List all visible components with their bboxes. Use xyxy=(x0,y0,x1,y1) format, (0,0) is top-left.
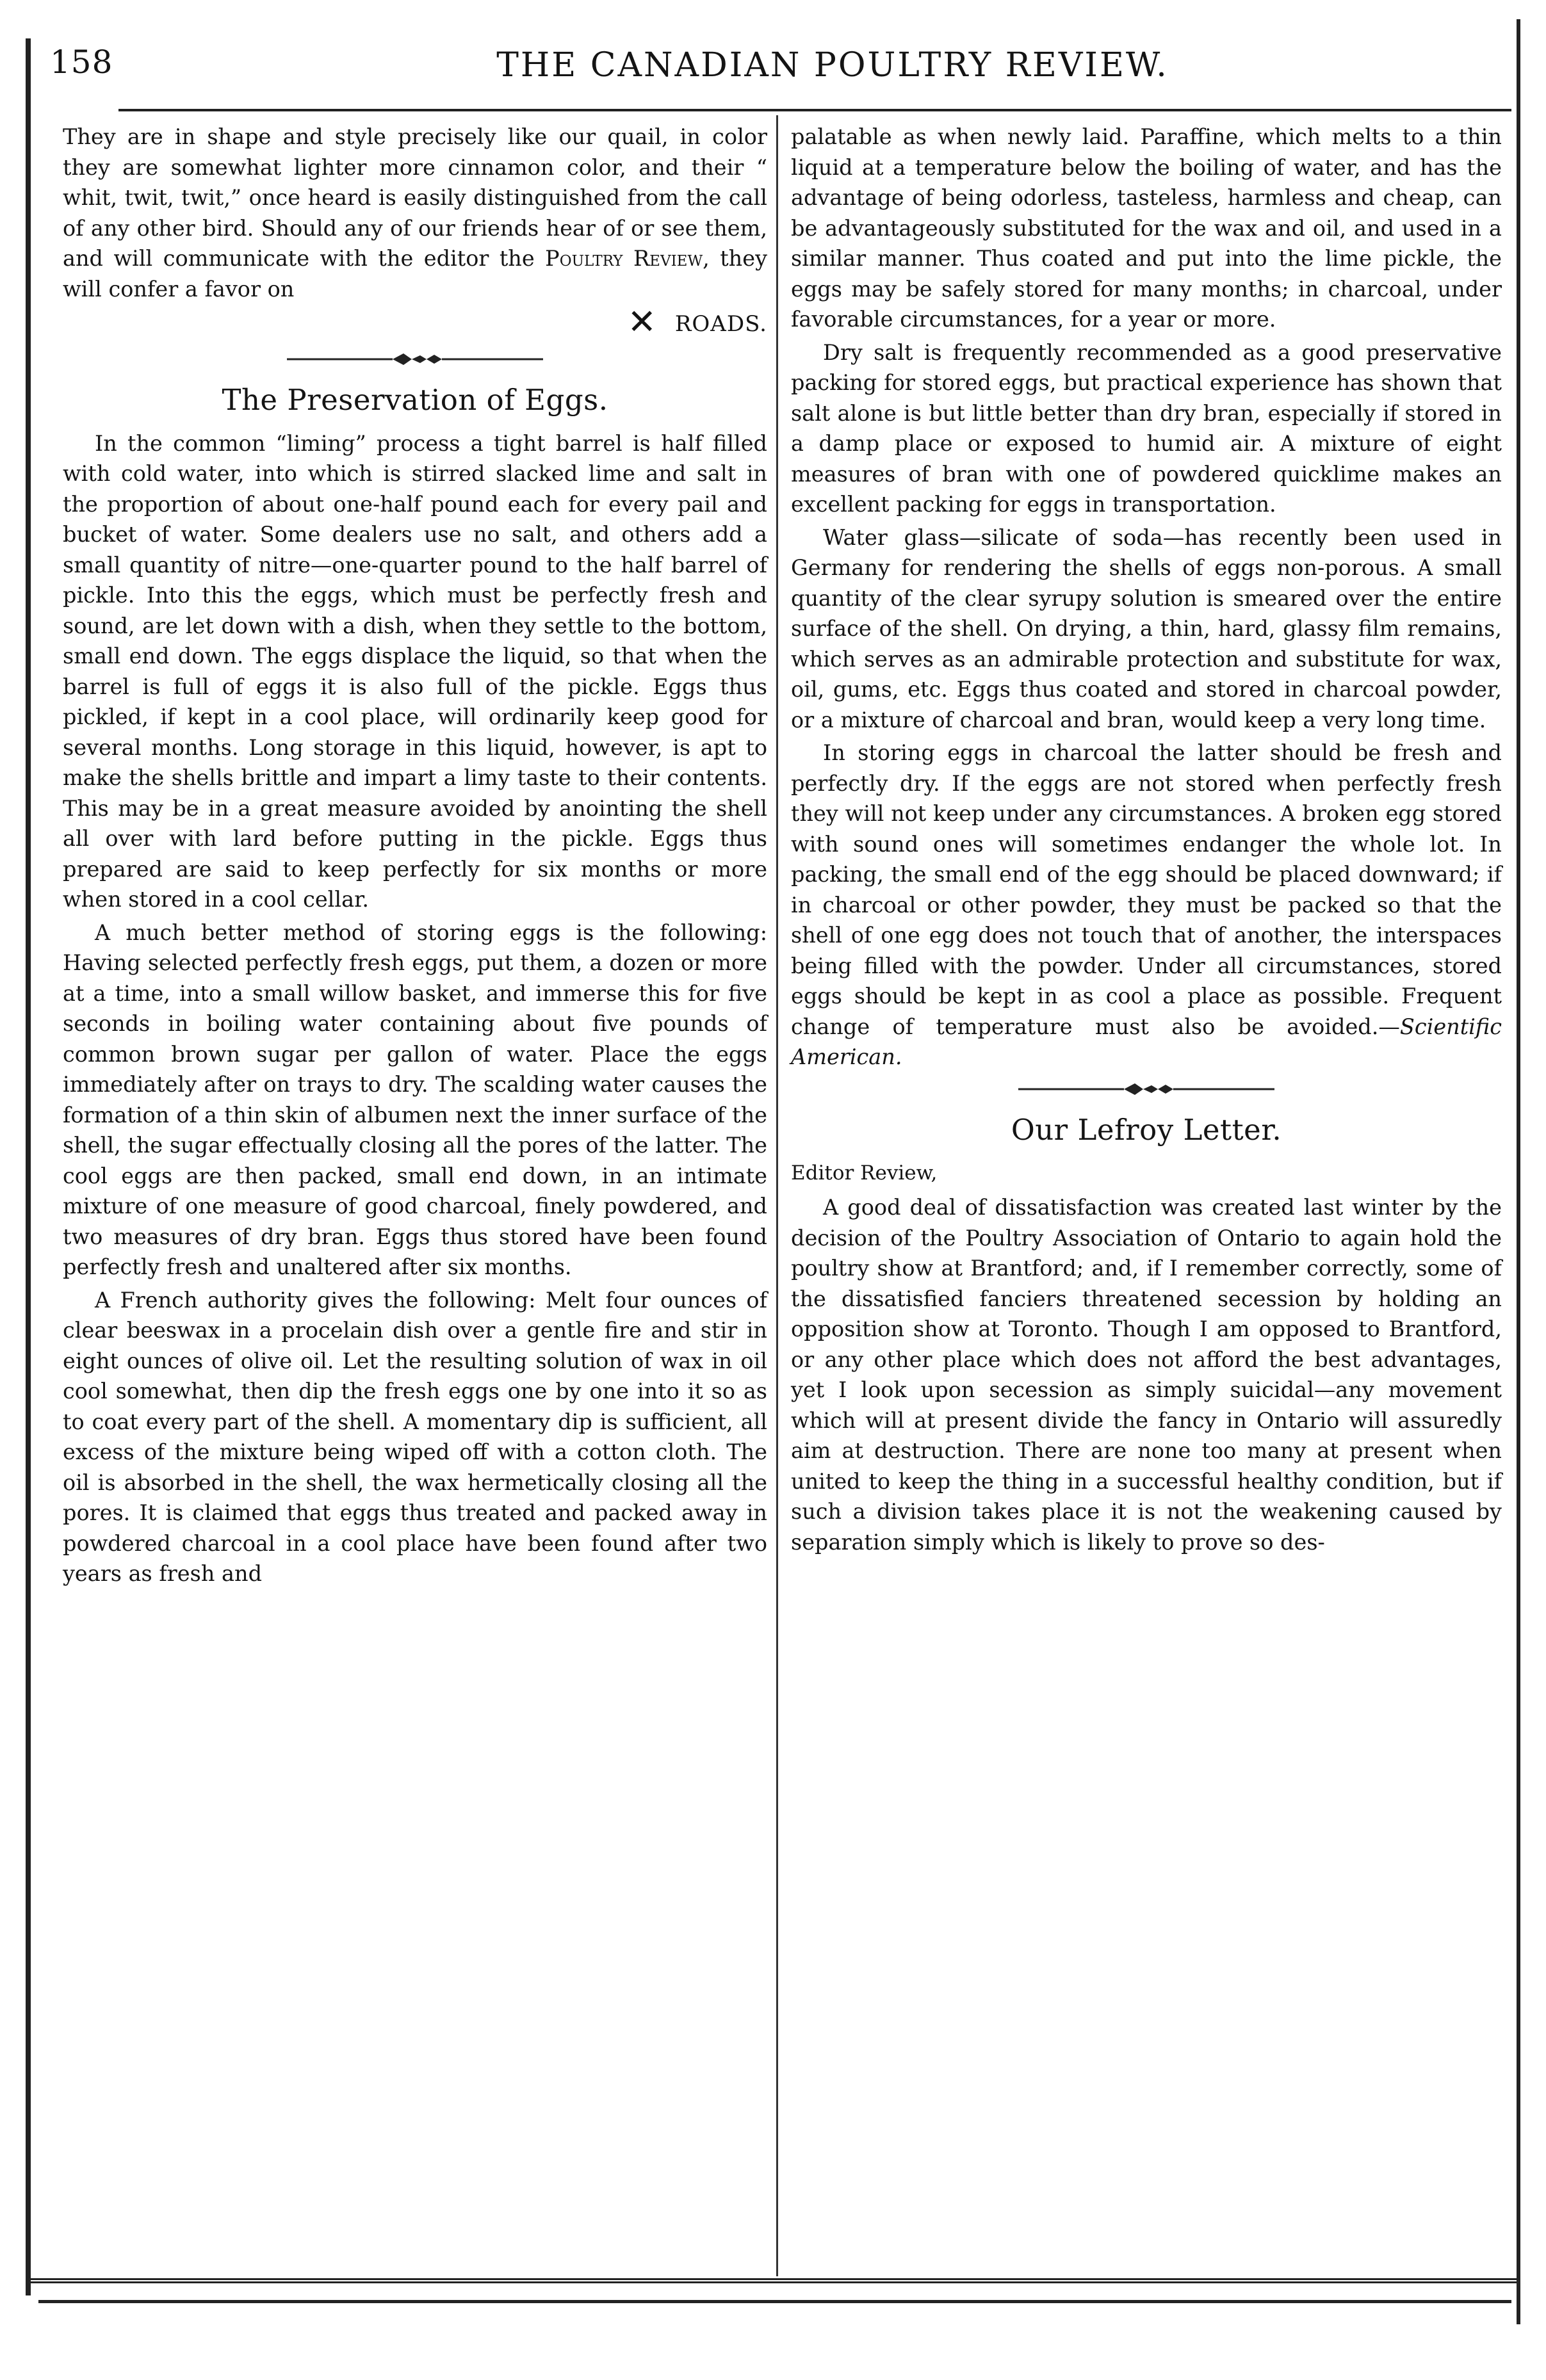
page-number: 158 xyxy=(50,44,113,81)
article-paragraph xyxy=(791,738,1502,1073)
bottom-rule xyxy=(26,2278,1518,2283)
bottom-rule-lower xyxy=(38,2300,1511,2303)
left-column xyxy=(63,122,767,1592)
article-paragraph: A much better method of storing eggs is the following: Having selected perfectly fresh eggs, put them, a dozen or more at a time, into a small willow basket, and immerse this for five seconds in boiling water containing about five pounds of common brown sugar per gallon of water. Place the eggs immediately after on trays to dry. The scalding water causes the formation of a thin skin of albumen next the inner surface of the shell, the sugar effectually closing all the pores of the latter. The cool eggs are then packed, small end down, in an intimate mixture of one measure of good charcoal, finely powdered, and two measures of dry bran. Eggs thus stored have been found perfectly fresh and unaltered after six months. xyxy=(63,919,767,1279)
column-divider xyxy=(776,115,778,2276)
running-title: THE CANADIAN POULTRY REVIEW. xyxy=(496,46,1169,85)
article-paragraph: Dry salt is frequently recommended as a good preservative packing for stored eggs, but practical experience has shown that salt alone is but little better than dry bran, especially if stored in a damp place or exposed to humid air. A mixture of eight measures of bran with one of powdered quicklime makes an excellent packing for eggs in transportation. xyxy=(791,339,1502,517)
section-ornament xyxy=(63,346,767,375)
article-paragraph: A French authority gives the following: Melt four ounces of clear beeswax in a procelain dish over a gentle fire and stir in eight ounces of olive oil. Let the resulting solution of wax in oil cool somewhat, then dip the fresh eggs one by one into it so as to coat every part of the shell. A momentary dip is sufficient, all excess of the mixture being wiped off with a cotton cloth. The oil is absorbed in the shell, the wax hermetically closing all the pores. It is claimed that eggs thus treated and packed away in powdered charcoal in a cool place have been found after two years as fresh and xyxy=(63,1287,767,1586)
right-column xyxy=(791,122,1502,1560)
signature-name: ROADS. xyxy=(674,311,767,337)
article-paragraph: palatable as when newly laid. Paraffine, which melts to a thin liquid at a temperature below the boiling of water, and has the advantage of being odorless, tasteless, harmless and cheap, can be advantageously substituted for the wax and oil, and used in a similar manner. Thus coated and put into the lime pickle, the eggs may be safely stored for many months; in charcoal, under favorable circumstances, for a year or more. xyxy=(791,124,1502,332)
signature xyxy=(63,302,767,342)
intro-text-caps: Poultry Review xyxy=(545,246,703,271)
intro-text-end: , they will confer a favor on xyxy=(63,246,767,302)
source-citation: Scientific American. xyxy=(791,1014,1502,1069)
intro-paragraph xyxy=(63,122,767,304)
article-heading: Our Lefroy Letter. xyxy=(1011,1112,1282,1147)
header-rule xyxy=(118,109,1511,111)
article-heading: The Preservation of Eggs. xyxy=(222,382,608,417)
article-paragraph: In the common “liming” process a tight barrel is half filled with cold water, into which is stirred slacked lime and salt in the proportion of about one-half pound each for every pail and bucket of water. Some dealers use no salt, and others add a small quantity of nitre—one-quarter pound to the half barrel of pickle. Into this the eggs, which must be perfectly fresh and sound, are let down with a dish, when they settle to the bottom, small end down. The eggs displace the liquid, so that when the barrel is full of eggs it is also full of the pickle. Eggs thus pickled, if kept in a cool place, will ordinarily keep good for several months. Long storage in this liquid, however, is apt to make the shells brittle and impart a limy taste to their contents. This may be in a great measure avoided by anointing the shell all over with lard before putting in the pickle. Eggs thus prepared are said to keep perfectly for six months or more when stored in a cool cellar. xyxy=(63,430,767,912)
left-border-rule xyxy=(26,38,31,2295)
cross-mark-icon: ✕ xyxy=(627,302,657,342)
ornament-rule-icon xyxy=(281,350,549,369)
salutation: Editor Review, xyxy=(791,1161,938,1185)
article-paragraph: Water glass—silicate of soda—has recently been used in Germany for rendering the shells of eggs non-porous. A small quantity of the clear syrupy solution is smeared over the entire surface of the shell. On drying, a thin, hard, glassy film remains, which serves as an admirable protection and substitute for wax, oil, gums, etc. Eggs thus coated and stored in charcoal powder, or a mixture of charcoal and bran, would keep a very long time. xyxy=(791,524,1502,733)
section-ornament xyxy=(791,1076,1502,1105)
final-paragraph-text: In storing eggs in charcoal the latter should be fresh and perfectly dry. If the eggs are not stored when perfectly fresh they will not keep under any circumstances. A broken egg stored with sound ones will sometimes endanger the whole lot. In packing, the small end of the egg should be placed downward; if in charcoal or other powder, they must be packed so that the shell of one egg does not touch that of another, the interspaces being filled with the powder. Under all circumstances, stored eggs should be kept in as cool a place as possible. Frequent change of temperature must also be avoided.— xyxy=(791,740,1502,1039)
intro-text: They are in shape and style precisely like our quail, in color they are somewhat lighter more cinnamon color, and their “ whit, twit, twit,” once heard is easily distinguished from the call of any other bird. Should any of our friends hear of or see them, and will communicate with the editor the xyxy=(63,124,767,271)
ornament-rule-icon xyxy=(1012,1080,1281,1099)
letter-paragraph: A good deal of dissatisfaction was created last winter by the decision of the Poultry Association of Ontario to again hold the poultry show at Brantford; and, if I remember correctly, some of the dissatisfied fanciers threatened secession by holding an opposition show at Toronto. Though I am opposed to Brantford, or any other place which does not afford the best advantages, yet I look upon secession as simply suicidal—any movement which will at present divide the fancy in Ontario will assuredly aim at destruction. There are none too many at present when united to keep the thing in a successful healthy condition, but if such a division takes place it is not the weakening caused by separation simply which is likely to prove so des- xyxy=(791,1195,1502,1555)
right-border-rule xyxy=(1517,19,1520,2324)
